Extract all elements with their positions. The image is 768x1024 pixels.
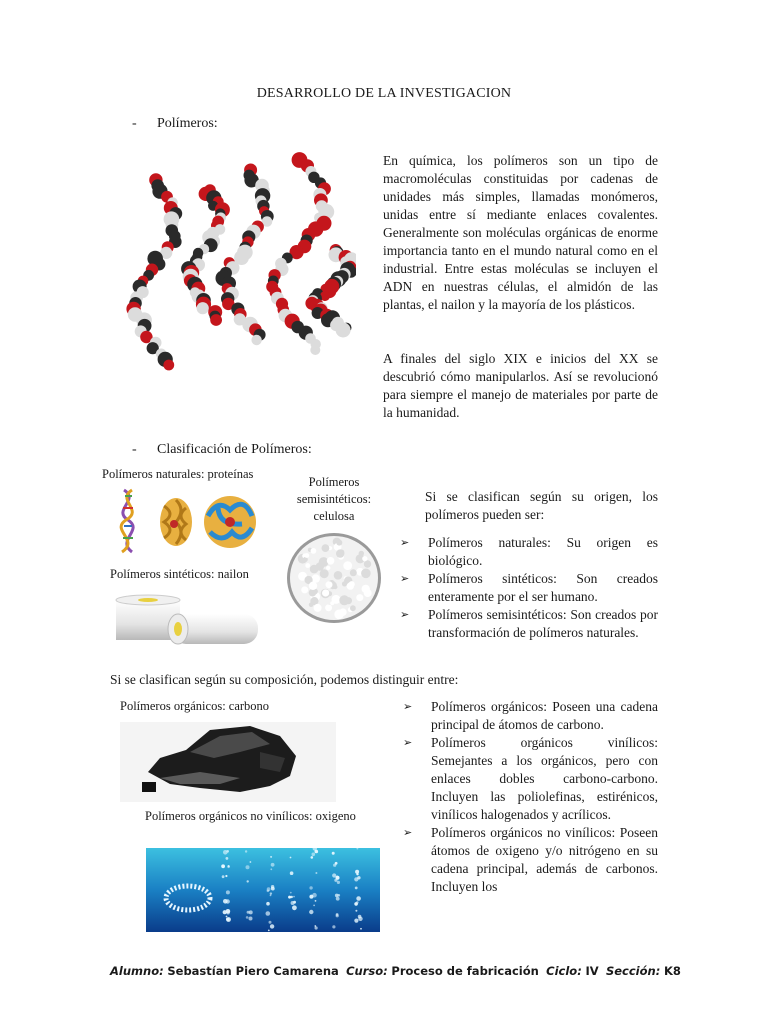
granule [347, 582, 354, 589]
arrow-bullet-icon: ➢ [403, 701, 413, 713]
bubble [309, 895, 313, 899]
cellulose-image [286, 532, 382, 624]
bubble [335, 862, 338, 865]
bubble [223, 899, 228, 904]
page-title: DESARROLLO DE LA INVESTIGACION [256, 86, 512, 101]
bubble [357, 876, 360, 879]
granule [301, 586, 308, 593]
footer-label-curso: Curso: [346, 964, 388, 978]
granule [314, 604, 322, 612]
granule [336, 549, 344, 557]
granule [339, 608, 346, 615]
list-item: ➢ Polímeros orgánicos vinílicos: Semejantes a los orgánicos, pero con enlaces dobles carbono-carbono. Incluyen las poliolefinas, estirénicos, vinílicos halogenados y acrílicos. [403, 735, 658, 822]
granule [304, 553, 309, 558]
protein-complex-icon [204, 496, 256, 548]
polymer-molecule-image [116, 150, 356, 380]
list-item: ➢ Polímeros orgánicos no vinílicos: Poseen átomos de oxigeno y/o nitrógeno en su cadena principal, además de carbonos. Incluyen los [403, 825, 658, 894]
bubble [290, 871, 294, 875]
bubble [290, 892, 292, 894]
bubble [226, 909, 231, 914]
granule [326, 566, 330, 570]
granule [350, 605, 356, 611]
bubble [315, 850, 319, 854]
section-heading-clasificacion: Clasificación de Polímeros: [157, 442, 312, 457]
atom [163, 360, 174, 371]
atom [197, 302, 209, 314]
polimeros-paragraph-2: A finales del siglo XIX e inicios del XX se descubrió cómo manipularlos. Así se revolucionó para siempre el manejo de materiales por parte de la humanidad. [383, 351, 658, 420]
bubble [222, 875, 225, 878]
bubble [226, 916, 228, 918]
bubble [336, 914, 339, 917]
granule [322, 589, 329, 596]
bubble [226, 857, 229, 860]
footer-label-seccion: Sección: [605, 964, 661, 978]
bubble [290, 857, 292, 859]
granule [309, 589, 317, 597]
origen-list [400, 534, 658, 642]
section-heading-polimeros: Polímeros: [157, 116, 218, 131]
bubble [358, 917, 362, 921]
granule [325, 604, 332, 611]
bubble [332, 852, 335, 855]
list-item: ➢ Polímeros orgánicos: Poseen una cadena principal de átomos de carbono. [403, 699, 658, 732]
bubble [337, 881, 340, 884]
granule [320, 569, 329, 578]
bubble [228, 865, 230, 867]
bubble [246, 916, 249, 919]
bubble [288, 896, 291, 899]
granule [356, 594, 363, 601]
granule [326, 581, 333, 588]
bubble [293, 896, 295, 898]
bubble [313, 905, 315, 907]
list-item: ➢ Polímeros semisintéticos: Son creados por transformación de polímeros naturales. [400, 607, 658, 640]
bubble [221, 864, 225, 868]
bubble [292, 905, 297, 910]
caption-no-vinilico: Polímeros orgánicos no vinílicos: oxigeno [145, 809, 356, 823]
granule [322, 544, 330, 552]
bubble [312, 853, 316, 857]
bubble [309, 910, 313, 914]
bubble [249, 917, 253, 921]
footer-value-seccion: K8 [663, 964, 681, 978]
granule [343, 561, 352, 570]
nylon-spools-image [112, 592, 262, 650]
list-item: ➢ Polímeros naturales: Su origen es biológico. [400, 535, 658, 568]
bubble [354, 919, 358, 923]
bubble [266, 902, 270, 906]
bubble [270, 868, 272, 870]
granule [309, 602, 314, 607]
bubble [223, 850, 228, 855]
granule [330, 601, 334, 605]
arrow-bullet-icon: ➢ [403, 737, 413, 749]
composicion-intro: Si se clasifican según su composición, podemos distinguir entre: [110, 672, 459, 687]
atom [310, 345, 320, 355]
polimeros-paragraph-1: En química, los polímeros son un tipo de macromoléculas constituidas por cadenas de unidades más simples, llamadas monómeros, unidas entre sí mediante enlaces covalentes. Generalmente son moléculas orgánicas de enorme importancia tanto en el mundo natural como en el industrial. Entre estas moléculas se incluyen el ADN en nuestras células, el almidón de las plantas, el nailon y la mayoría de los plásticos. [383, 153, 658, 312]
atom [336, 323, 351, 338]
caption-natural: Polímeros naturales: proteínas [102, 467, 254, 481]
granule [311, 548, 317, 554]
granule [309, 582, 317, 590]
bubble [247, 880, 249, 882]
origen-intro: Si se clasifican según su origen, los polímeros pueden ser: [425, 489, 658, 522]
bubble [309, 886, 312, 889]
bubble [338, 894, 341, 897]
bubble [226, 890, 230, 894]
footer-value-ciclo: IV [585, 964, 599, 978]
caption-sintetico: Polímeros sintéticos: nailon [110, 567, 249, 581]
caption-semisintetico: Polímeros semisintéticos: celulosa [296, 475, 372, 523]
arrow-bullet-icon: ➢ [400, 573, 410, 585]
bubble [332, 925, 335, 928]
bubble [336, 876, 340, 880]
atom [210, 314, 222, 326]
bubble [226, 917, 231, 922]
bubble [267, 887, 271, 891]
bubble [360, 928, 362, 930]
granule [305, 563, 310, 568]
granule [361, 569, 371, 579]
bubble [293, 901, 296, 904]
composicion-list [403, 698, 658, 896]
bubble [315, 872, 317, 874]
granule [333, 585, 337, 589]
bubble [266, 911, 271, 916]
granule [334, 571, 343, 580]
bubble [356, 873, 358, 875]
granule [362, 556, 367, 561]
granule [312, 574, 320, 582]
bubble [250, 861, 252, 863]
arrow-bullet-icon: ➢ [403, 827, 413, 839]
bullet-dash: - [132, 442, 137, 457]
granule [327, 557, 335, 565]
granule [362, 585, 370, 593]
arrow-bullet-icon: ➢ [400, 537, 410, 549]
dna-helix-icon [121, 490, 133, 552]
protein-image [118, 486, 268, 556]
oxygen-water-image [146, 848, 380, 932]
granule [364, 560, 371, 567]
bubble [332, 873, 336, 877]
coal-image [120, 722, 336, 802]
footer [110, 964, 681, 978]
bubble [268, 930, 270, 932]
bubble [249, 910, 253, 914]
footer-label-alumno: Alumno: [110, 964, 164, 978]
bubble [269, 921, 272, 924]
footer-value-curso: Proceso de fabricación [391, 964, 539, 978]
bubble [336, 897, 340, 901]
bubble [355, 910, 357, 912]
list-item: ➢ Polímeros sintéticos: Son creados enteramente por el ser humano. [400, 571, 658, 604]
footer-value-alumno: Sebastían Piero Camarena [167, 964, 339, 978]
bubble [246, 865, 250, 869]
bubble [356, 896, 361, 901]
granule [336, 540, 342, 546]
bubble [355, 887, 358, 890]
bubble [271, 885, 274, 888]
bubble [315, 900, 317, 902]
granule [339, 595, 349, 605]
bubble [271, 863, 275, 867]
bubble [354, 902, 358, 906]
bubble [270, 856, 272, 858]
bubble [314, 925, 316, 927]
bubble [225, 875, 227, 877]
bubble [245, 850, 247, 852]
bubble [270, 895, 272, 897]
molecule-illustration [116, 150, 356, 380]
arrow-bullet-icon: ➢ [400, 609, 410, 621]
footer-label-ciclo: Ciclo: [546, 964, 582, 978]
granule [359, 551, 364, 556]
caption-organico: Polímeros orgánicos: carbono [120, 699, 270, 713]
protein-fold-icon [160, 498, 192, 546]
bullet-dash: - [132, 116, 137, 131]
granule [350, 569, 357, 576]
bubble [270, 892, 272, 894]
bubble [311, 856, 314, 859]
bubble [270, 924, 274, 928]
bubble [315, 926, 318, 929]
atom [251, 335, 261, 345]
